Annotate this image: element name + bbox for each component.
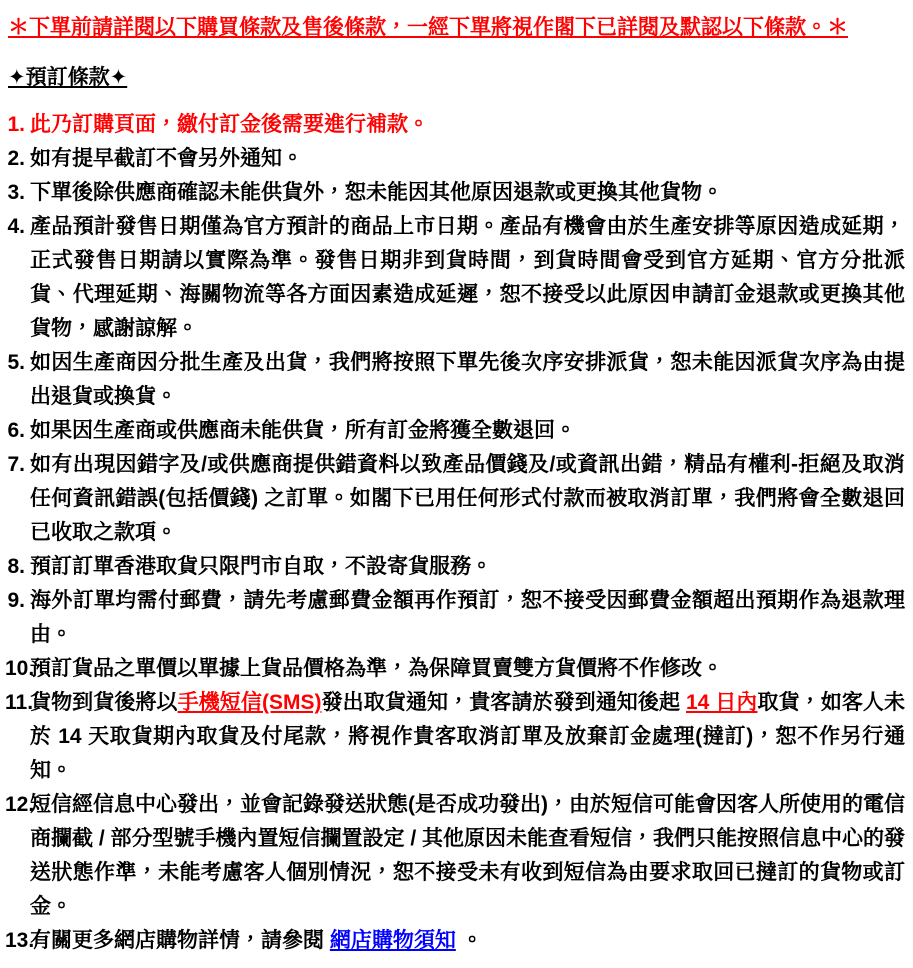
term-number: 13.: [5, 929, 35, 952]
term-text: [30, 181, 723, 204]
term-text-segment: 有關更多網店購物詳情，請參閱: [30, 929, 330, 952]
term-text-segment: 產品預計發售日期僅為官方預計的商品上市日期。產品有機會由於生產安排等原因造成延期，正式發售日期請以實際為準。發售日期非到貨時間，到貨時間會受到官方延期、官方分批派貨、代理延期、海關物流等各方面因素造成延遲，恕不接受以此原因申請訂金退款或更換其他貨物，感謝諒解。: [30, 215, 905, 340]
term-text: [30, 147, 303, 170]
term-number: 6.: [7, 419, 25, 442]
term-text-segment: 取貨，如客人未於 14 天取貨期內取貨及付尾款，將視作貴客取消訂單及放棄訂金處理(撻訂)，恕不作另行通知。: [30, 691, 905, 782]
term-number: 10.: [5, 657, 35, 680]
term-item-5: [5, 346, 905, 414]
term-number: 7.: [7, 453, 25, 476]
term-item-6: [5, 414, 905, 448]
term-text: [30, 657, 723, 680]
pre-order-warning-banner: ＊下單前請詳閱以下購買條款及售後條款，一經下單將視作閣下已詳閱及默認以下條款。＊: [8, 16, 848, 39]
term-item-2: [5, 142, 905, 176]
term-number: 11.: [5, 691, 34, 714]
term-text: [30, 351, 905, 408]
term-item-9: [5, 584, 905, 652]
term-text: [30, 419, 576, 442]
term-item-13: [5, 924, 905, 958]
term-text: [30, 453, 905, 544]
term-text-segment: 。: [455, 929, 483, 952]
term-number: 3.: [7, 181, 25, 204]
term-item-3: [5, 176, 905, 210]
term-item-8: [5, 550, 905, 584]
term-item-4: [5, 210, 905, 346]
term-text-segment: 短信經信息中心發出，並會記錄發送狀態(是否成功發出)，由於短信可能會因客人所使用的電信商攔截 / 部分型號手機內置短信攔置設定 / 其他原因未能查看短信，我們只能按照信息中心的發送狀態作準，未能考慮客人個別情況，恕不接受未有收到短信為由要求取回已撻訂的貨物或訂金。: [30, 793, 906, 918]
term-item-7: [5, 448, 905, 550]
term-text-segment: 下單後除供應商確認未能供貨外，恕未能因其他原因退款或更換其他貨物。: [30, 181, 723, 204]
term-text-segment: 貨物到貨後將以: [30, 691, 178, 714]
pickup-days-highlight: 14 日內: [686, 691, 758, 714]
term-text-segment: 發出取貨通知，貴客請於發到通知後起: [321, 691, 686, 714]
term-text-segment: 如有出現因錯字及/或供應商提供錯資料以致產品價錢及/或資訊出錯，精品有權利-拒絕及取消任何資訊錯誤(包括價錢) 之訂單。如閣下已用任何形式付款而被取消訂單，我們將會全數退回已收取之款項。: [30, 453, 905, 544]
sms-highlight: 手機短信(SMS): [177, 691, 322, 714]
term-text-segment: 此乃訂購頁面，繳付訂金後需要進行補款。: [30, 113, 429, 136]
term-text-segment: 預訂訂單香港取貨只限門市自取，不設寄貨服務。: [30, 555, 492, 578]
term-item-11: [5, 686, 905, 788]
term-number: 4.: [7, 215, 25, 238]
term-number: 9.: [7, 589, 25, 612]
term-text: [30, 215, 905, 340]
section-title-preorder-terms: ✦預訂條款✦: [8, 66, 128, 89]
term-text: [30, 929, 483, 952]
terms-list: [5, 108, 905, 958]
term-text-segment: 海外訂單均需付郵費，請先考慮郵費金額再作預訂，恕不接受因郵費金額超出預期作為退款理由。: [30, 589, 905, 646]
term-text: [30, 555, 492, 578]
shop-guide-link[interactable]: 網店購物須知: [329, 929, 456, 952]
term-item-12: [5, 788, 905, 924]
term-number: 5.: [7, 351, 25, 374]
term-text: [30, 793, 905, 918]
term-number: 1.: [7, 113, 25, 136]
term-text-segment: 如有提早截訂不會另外通知。: [30, 147, 303, 170]
term-item-10: [5, 652, 905, 686]
term-number: 8.: [7, 555, 25, 578]
term-text-segment: 預訂貨品之單價以單據上貨品價格為準，為保障買賣雙方貨價將不作修改。: [30, 657, 723, 680]
term-text-segment: 如果因生產商或供應商未能供貨，所有訂金將獲全數退回。: [30, 419, 576, 442]
term-text-segment: 如因生產商因分批生產及出貨，我們將按照下單先後次序安排派貨，恕未能因派貨次序為由提出退貨或換貨。: [30, 351, 905, 408]
term-text: [30, 589, 905, 646]
term-text: [30, 113, 429, 136]
term-item-1: [5, 108, 905, 142]
term-text: [30, 691, 905, 782]
term-number: 12.: [5, 793, 35, 816]
term-number: 2.: [7, 147, 25, 170]
